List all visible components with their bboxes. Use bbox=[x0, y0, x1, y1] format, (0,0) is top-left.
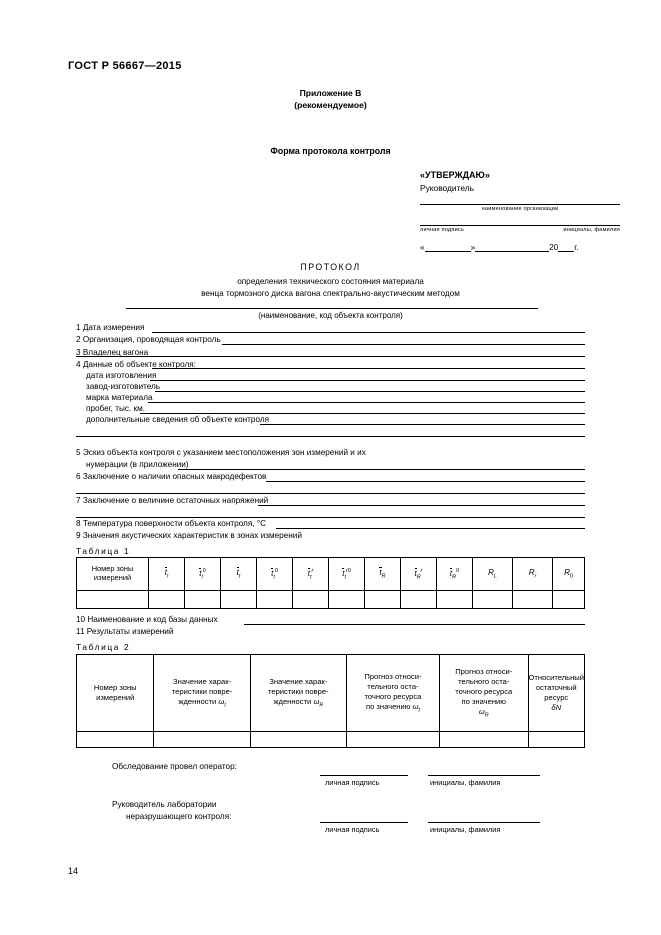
appendix-sublabel: (рекомендуемое) bbox=[294, 100, 367, 110]
item-9-number: 9 bbox=[76, 531, 81, 540]
item-6-label: Заключение о наличии опасных макродефектов bbox=[82, 472, 267, 481]
item-3-label: Владелец вагона bbox=[82, 348, 149, 357]
table-1-cell[interactable] bbox=[553, 591, 585, 609]
date-year-field[interactable] bbox=[558, 251, 574, 252]
table-1-cell[interactable] bbox=[257, 591, 293, 609]
lab-head-initials-line[interactable] bbox=[428, 822, 540, 823]
table-1-col-tl0: $t_l^0$ bbox=[185, 558, 221, 591]
form-title: Форма протокола контроля bbox=[270, 146, 391, 156]
table-1-cell[interactable] bbox=[365, 591, 401, 609]
lab-head-role-line-2: неразрушающего контроля: bbox=[126, 812, 232, 821]
table-2-cell[interactable] bbox=[154, 732, 250, 748]
table-1-cell[interactable] bbox=[149, 591, 185, 609]
lab-head-initials-caption: инициалы, фамилия bbox=[430, 825, 501, 834]
table-1-col-ttr: $t_t^r$ bbox=[293, 558, 329, 591]
table-1-col-R0: $R_0$ bbox=[553, 558, 585, 591]
item-8-number: 8 bbox=[76, 519, 81, 528]
table-1-col-tRr: $t_R^r$ bbox=[401, 558, 437, 591]
date-quote-open: « bbox=[420, 243, 425, 252]
approval-org-rule bbox=[420, 203, 620, 205]
table-1-col-tt: $t_t$ bbox=[221, 558, 257, 591]
item-4-sub-2: завод-изготовитель bbox=[86, 382, 161, 391]
item-4-sub-5-field[interactable] bbox=[260, 424, 585, 425]
item-2 bbox=[76, 335, 221, 344]
item-8 bbox=[76, 519, 266, 528]
operator-initials-caption: инициалы, фамилия bbox=[430, 778, 501, 787]
item-9 bbox=[76, 531, 302, 540]
table-row[interactable] bbox=[77, 591, 585, 609]
appendix-label: Приложение В bbox=[299, 88, 362, 98]
table-1-cell[interactable] bbox=[185, 591, 221, 609]
item-4-sub-4-field[interactable] bbox=[140, 413, 585, 414]
date-year-suffix: г. bbox=[574, 243, 579, 252]
operator-signature-caption: личная подпись bbox=[325, 778, 380, 787]
item-6-number: 6 bbox=[76, 472, 81, 481]
table-1-cell[interactable] bbox=[437, 591, 473, 609]
item-8-field[interactable] bbox=[276, 528, 585, 529]
item-10-number: 10 bbox=[76, 615, 86, 624]
table-1-col-RL: $R_L$ bbox=[473, 558, 513, 591]
item-4-sub-1: дата изготовления bbox=[86, 371, 157, 380]
date-quote-close: » bbox=[470, 243, 476, 252]
item-9-label: Значения акустических характеристик в зонах измерений bbox=[82, 531, 302, 540]
item-4-sub-5: дополнительные сведения об объекте контроля bbox=[86, 415, 270, 424]
table-1-cell[interactable] bbox=[513, 591, 553, 609]
acoustic-characteristics-table bbox=[76, 557, 585, 609]
table-2-label: Таблица 2 bbox=[76, 642, 131, 652]
item-7-label: Заключение о величине остаточных напряжений bbox=[82, 496, 269, 505]
table-1-cell[interactable] bbox=[293, 591, 329, 609]
date-year-label: 20 bbox=[549, 243, 559, 252]
item-2-label: Организация, проводящая контроль bbox=[82, 335, 221, 344]
lab-head-signature-caption: личная подпись bbox=[325, 825, 380, 834]
item-2-field-b[interactable] bbox=[76, 356, 585, 357]
table-1-cell[interactable] bbox=[77, 591, 149, 609]
item-6-field-a[interactable] bbox=[266, 481, 585, 482]
table-1-col-Rr: $R_r$ bbox=[513, 558, 553, 591]
item-5-number: 5 bbox=[76, 448, 81, 457]
table-1-col-tl: $t_l$ bbox=[149, 558, 185, 591]
table-2-col-relative-residual: Относительный остаточный ресурс δN bbox=[528, 655, 585, 732]
item-5-field[interactable] bbox=[178, 469, 585, 470]
item-1-number: 1 bbox=[76, 323, 81, 332]
protocol-subtitle-1: определения технического состояния материала bbox=[237, 277, 424, 286]
item-6-field-b[interactable] bbox=[76, 493, 585, 494]
table-1-label: Таблица 1 bbox=[76, 546, 131, 556]
object-name-caption: (наименование, код объекта контроля) bbox=[258, 311, 403, 320]
item-4-label: Данные об объекте контроля: bbox=[82, 360, 196, 369]
table-2-cell[interactable] bbox=[77, 732, 154, 748]
table-2-col-forecast-omega-R: Прогноз относи- тельного оста- точного ресурса по значению $\omega_R$ bbox=[440, 655, 528, 732]
table-2-col-forecast-omega-t: Прогноз относи- тельного оста- точного ресурса по значению $\omega_t$ bbox=[346, 655, 439, 732]
item-3 bbox=[76, 348, 148, 357]
operator-signature-line[interactable] bbox=[320, 775, 408, 776]
table-1-cell[interactable] bbox=[401, 591, 437, 609]
item-5-label: Эскиз объекта контроля с указанием местоположения зон измерений и их bbox=[82, 448, 366, 457]
table-2-cell[interactable] bbox=[346, 732, 439, 748]
table-1-cell[interactable] bbox=[329, 591, 365, 609]
item-7 bbox=[76, 496, 268, 505]
item-10-label: Наименование и код базы данных bbox=[87, 615, 218, 624]
approval-title: «УТВЕРЖДАЮ» bbox=[420, 170, 490, 180]
item-11-label: Результаты измерений bbox=[86, 627, 174, 636]
measurement-results-table bbox=[76, 654, 585, 748]
operator-signature-role: Обследование провел оператор: bbox=[112, 762, 237, 771]
item-3-number: 3 bbox=[76, 348, 81, 357]
item-2-field-a[interactable] bbox=[222, 344, 585, 345]
item-8-label: Температура поверхности объекта контроля, °С bbox=[82, 519, 267, 528]
table-2-cell[interactable] bbox=[528, 732, 585, 748]
approval-org-caption: наименование организации bbox=[481, 206, 559, 212]
table-2-cell[interactable] bbox=[440, 732, 528, 748]
table-1-header-row bbox=[77, 558, 585, 591]
table-1-col-tR0: $t_R^0$ bbox=[437, 558, 473, 591]
table-1-col-zone: Номер зоны измерений bbox=[77, 558, 149, 591]
item-1 bbox=[76, 323, 144, 332]
table-1-cell[interactable] bbox=[473, 591, 513, 609]
standard-header: ГОСТ Р 56667—2015 bbox=[68, 60, 182, 72]
item-5 bbox=[76, 448, 366, 457]
table-1-col-tR: $t_R$ bbox=[365, 558, 401, 591]
date-month-field[interactable] bbox=[475, 251, 549, 252]
table-2-cell[interactable] bbox=[250, 732, 346, 748]
lab-head-role-line-1: Руководитель лаборатории bbox=[112, 800, 217, 809]
item-10 bbox=[76, 615, 218, 624]
table-2-col-zone: Номер зоны измерений bbox=[77, 655, 154, 732]
item-11-number: 11 bbox=[76, 627, 85, 636]
approval-date-row bbox=[420, 243, 620, 252]
item-10-field[interactable] bbox=[244, 624, 585, 625]
table-2-col-omega-t: Значение харак- теристики повре- жденности $\omega_t$ bbox=[154, 655, 250, 732]
table-1-col-ttr0: $t_t^{r0}$ bbox=[329, 558, 365, 591]
table-2-header-row bbox=[77, 655, 585, 732]
approval-initials-caption: инициалы, фамилия bbox=[563, 227, 620, 233]
operator-initials-line[interactable] bbox=[428, 775, 540, 776]
approval-block bbox=[420, 170, 620, 252]
item-4-sub-3: марка материала bbox=[86, 393, 153, 402]
item-7-field-b[interactable] bbox=[76, 517, 585, 518]
approval-sign-caption: личная подпись bbox=[420, 227, 465, 233]
approval-sign-rule bbox=[420, 224, 620, 226]
table-1-col-tt0: $t_t^0$ bbox=[257, 558, 293, 591]
item-4-sub-2-field[interactable] bbox=[155, 391, 585, 392]
item-5-continued: нумерации (в приложении) bbox=[86, 460, 189, 469]
page-number: 14 bbox=[68, 866, 79, 876]
item-11 bbox=[76, 627, 173, 636]
item-3-field[interactable] bbox=[152, 368, 585, 369]
item-4-number: 4 bbox=[76, 360, 81, 369]
item-4-sub-4: пробег, тыс. км. bbox=[86, 404, 145, 413]
item-7-number: 7 bbox=[76, 496, 81, 505]
item-2-number: 2 bbox=[76, 335, 81, 344]
item-7-field-a[interactable] bbox=[258, 505, 585, 506]
table-row[interactable] bbox=[77, 732, 585, 748]
protocol-title: ПРОТОКОЛ bbox=[300, 262, 361, 272]
approval-role: Руководитель bbox=[420, 183, 474, 193]
protocol-subtitle-2: венца тормозного диска вагона спектрально-акустическим методом bbox=[201, 289, 460, 298]
table-2-col-omega-R: Значение харак- теристики повре- жденности $\omega_R$ bbox=[250, 655, 346, 732]
lab-head-signature-line[interactable] bbox=[320, 822, 408, 823]
item-4-extra-field[interactable] bbox=[76, 436, 585, 437]
item-1-label: Дата измерения bbox=[82, 323, 145, 332]
item-6 bbox=[76, 472, 266, 481]
date-day-field[interactable] bbox=[425, 251, 471, 252]
item-4-sub-1-field[interactable] bbox=[150, 380, 585, 381]
item-4 bbox=[76, 360, 196, 369]
item-1-field[interactable] bbox=[152, 332, 585, 333]
object-name-field[interactable] bbox=[126, 308, 538, 309]
item-4-sub-3-field[interactable] bbox=[148, 402, 585, 403]
table-1-cell[interactable] bbox=[221, 591, 257, 609]
